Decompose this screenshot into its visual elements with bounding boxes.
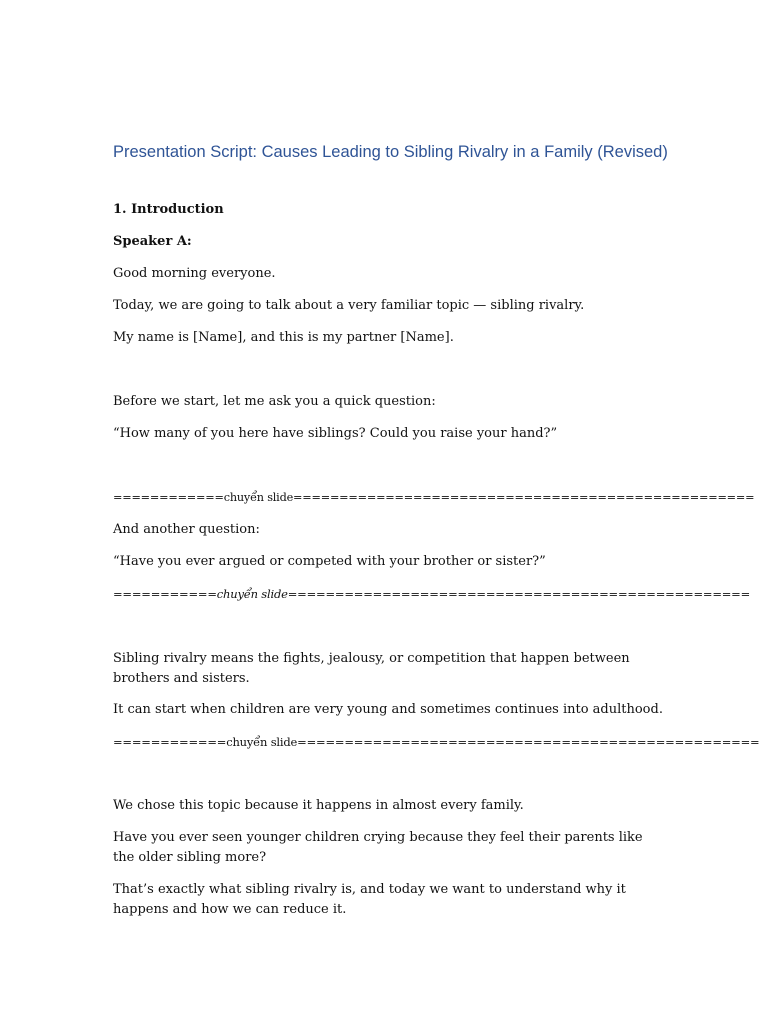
paragraph: Before we start, let me ask you a quick question: [113, 394, 436, 409]
speaker-label: Speaker A: [113, 234, 192, 249]
slide-separator: ============chuyển slide================================================= [113, 735, 760, 749]
section-heading-introduction: 1. Introduction [113, 202, 224, 217]
paragraph: And another question: [113, 522, 260, 537]
paragraph: Good morning everyone. [113, 266, 276, 281]
paragraph: “How many of you here have siblings? Could you raise your hand?” [113, 426, 558, 441]
paragraph: My name is [Name], and this is my partner [Name]. [113, 330, 454, 345]
paragraph: “Have you ever argued or competed with your brother or sister?” [113, 554, 546, 569]
paragraph: It can start when children are very young and sometimes continues into adulthood. [113, 702, 663, 717]
paragraph: Sibling rivalry means the fights, jealousy, or competition that happen between brothers and sisters. [113, 651, 630, 686]
slide-separator: ============chuyển slide================================================== [113, 491, 755, 504]
paragraph: Today, we are going to talk about a very familiar topic — sibling rivalry. [113, 298, 585, 313]
paragraph: That’s exactly what sibling rivalry is, and today we want to understand why it happens and how we can reduce it. [113, 882, 626, 917]
slide-separator: ===========chuyển slide================================================= [113, 587, 751, 601]
paragraph: We chose this topic because it happens in almost every family. [113, 798, 524, 813]
paragraph: Have you ever seen younger children crying because they feel their parents like the older sibling more? [113, 830, 643, 865]
document-title: Presentation Script: Causes Leading to Sibling Rivalry in a Family (Revised) [113, 143, 668, 161]
